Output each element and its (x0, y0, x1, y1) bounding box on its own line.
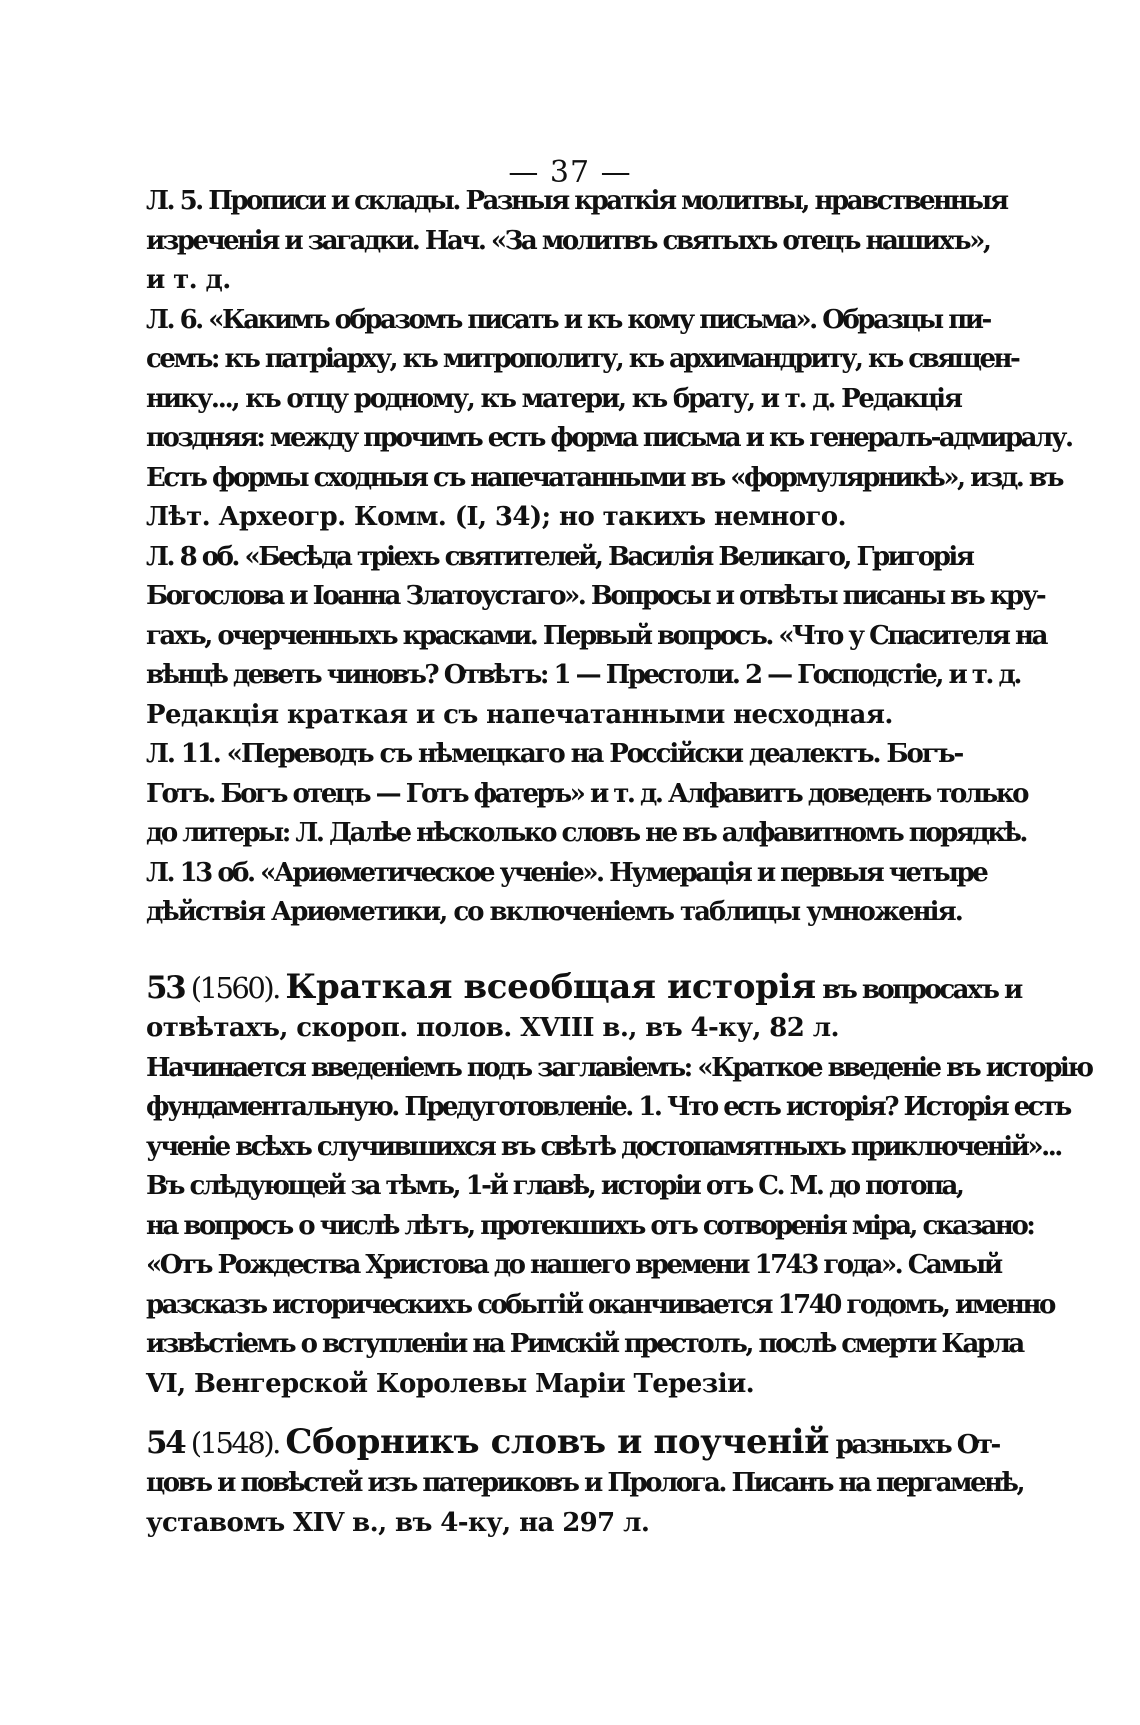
entry-title: Сборникъ словъ и поученій (285, 1422, 830, 1462)
text-line: VI, Венгерской Королевы Маріи Терезіи. (146, 1368, 755, 1399)
entry-heading (146, 1420, 999, 1464)
text-line: на вопросъ о числѣ лѣтъ, протекшихъ отъ сотворенія міра, сказано: (146, 1210, 1034, 1241)
text-line: Л. 5. Прописи и склады. Разныя краткія молитвы, нравственныя (146, 186, 1007, 216)
entry-54 (146, 1420, 1023, 1543)
text-line: цовъ и повѣстей изъ патериковъ и Пролога. Писанъ на пергаменѣ, (146, 1468, 1023, 1498)
text-line: разсказъ историческихъ событій оканчивается 1740 годомъ, именно (146, 1289, 1054, 1320)
text-line: отвѣтахъ, скороп. полов. XVIII в., въ 4-ку, 82 л. (146, 1013, 839, 1043)
text-line: уставомъ XIV в., въ 4-ку, на 297 л. (146, 1507, 650, 1538)
text-line: до литеры: Л. Далѣе нѣсколько словъ не въ алфавитномъ порядкѣ. (146, 818, 1026, 848)
entry-reference: (1548). (190, 1426, 279, 1460)
text-line: Готъ. Богъ отецъ — Готъ фатеръ» и т. д. Алфавитъ доведенъ только (146, 778, 1027, 809)
text-line: извѣстіемъ о вступленіи на Римскій престолъ, послѣ смерти Карла (146, 1329, 1023, 1359)
text-line: изреченія и загадки. Нач. «За молитвъ святыхъ отецъ нашихъ», (146, 225, 990, 256)
entry-reference: (1560). (190, 971, 279, 1005)
text-line: Начинается введеніемъ подъ заглавіемъ: «Краткое введеніе въ исторію (146, 1052, 1092, 1083)
folio-notes-block (146, 182, 1072, 933)
page-number: — 37 — (508, 155, 632, 190)
text-line: ученіе всѣхъ случившихся въ свѣтѣ достопамятныхъ приключеній»... (146, 1131, 1061, 1162)
text-line: Л. 8 об. «Бесѣда тріехъ святителей, Василія Великаго, Григорія (146, 541, 973, 572)
text-line: гахъ, очерченныхъ красками. Первый вопросъ. «Что у Спасителя на (146, 620, 1046, 651)
text-line: нику..., къ отцу родному, къ матери, къ брату, и т. д. Редакція (146, 383, 961, 414)
text-line: Л. 13 об. «Ариѳметическое ученіе». Нумерація и первыя четыре (146, 857, 987, 888)
entry-53 (146, 965, 1092, 1404)
entry-title: Краткая всеобщая исторія (285, 967, 816, 1007)
entry-heading-rest: въ вопросахъ и (822, 975, 1021, 1005)
text-line: семъ: къ патріарху, къ митрополиту, къ архимандриту, къ священ- (146, 344, 1019, 374)
text-line: Богослова и Іоанна Златоустаго». Вопросы и отвѣты писаны въ кру- (146, 581, 1045, 611)
text-line: Лѣт. Археогр. Комм. (I, 34); но такихъ немного. (146, 502, 847, 532)
text-line: поздняя: между прочимъ есть форма письма и къ генералъ-адмиралу. (146, 423, 1072, 453)
text-line: фундаментальную. Предуготовленіе. 1. Что есть исторія? Исторія есть (146, 1092, 1070, 1122)
entry-number: 53 (146, 970, 185, 1006)
text-line: «Отъ Рождества Христова до нашего времени 1743 года». Самый (146, 1250, 1001, 1280)
text-line: Л. 11. «Переводъ съ нѣмецкаго на Россійски деалектъ. Богъ- (146, 739, 963, 769)
text-line: Въ слѣдующей за тѣмъ, 1-й главѣ, исторіи отъ С. М. до потопа, (146, 1171, 963, 1201)
text-line: Есть формы сходныя съ напечатанными въ «формулярникѣ», изд. въ (146, 462, 1062, 493)
text-line: дѣйствія Ариѳметики, со включеніемъ таблицы умноженія. (146, 897, 962, 927)
text-line: Редакція краткая и съ напечатанными несходная. (146, 699, 893, 730)
entry-heading (146, 965, 1021, 1009)
text-line: Л. 6. «Какимъ образомъ писать и къ кому письма». Образцы пи- (146, 304, 990, 335)
text-line: и т. д. (146, 265, 231, 295)
entry-number: 54 (146, 1425, 185, 1461)
entry-heading-rest: разныхъ От- (835, 1430, 999, 1460)
text-line: вѣнцѣ деветь чиновъ? Отвѣтъ: 1 — Престоли. 2 — Господстіе, и т. д. (146, 660, 1020, 690)
